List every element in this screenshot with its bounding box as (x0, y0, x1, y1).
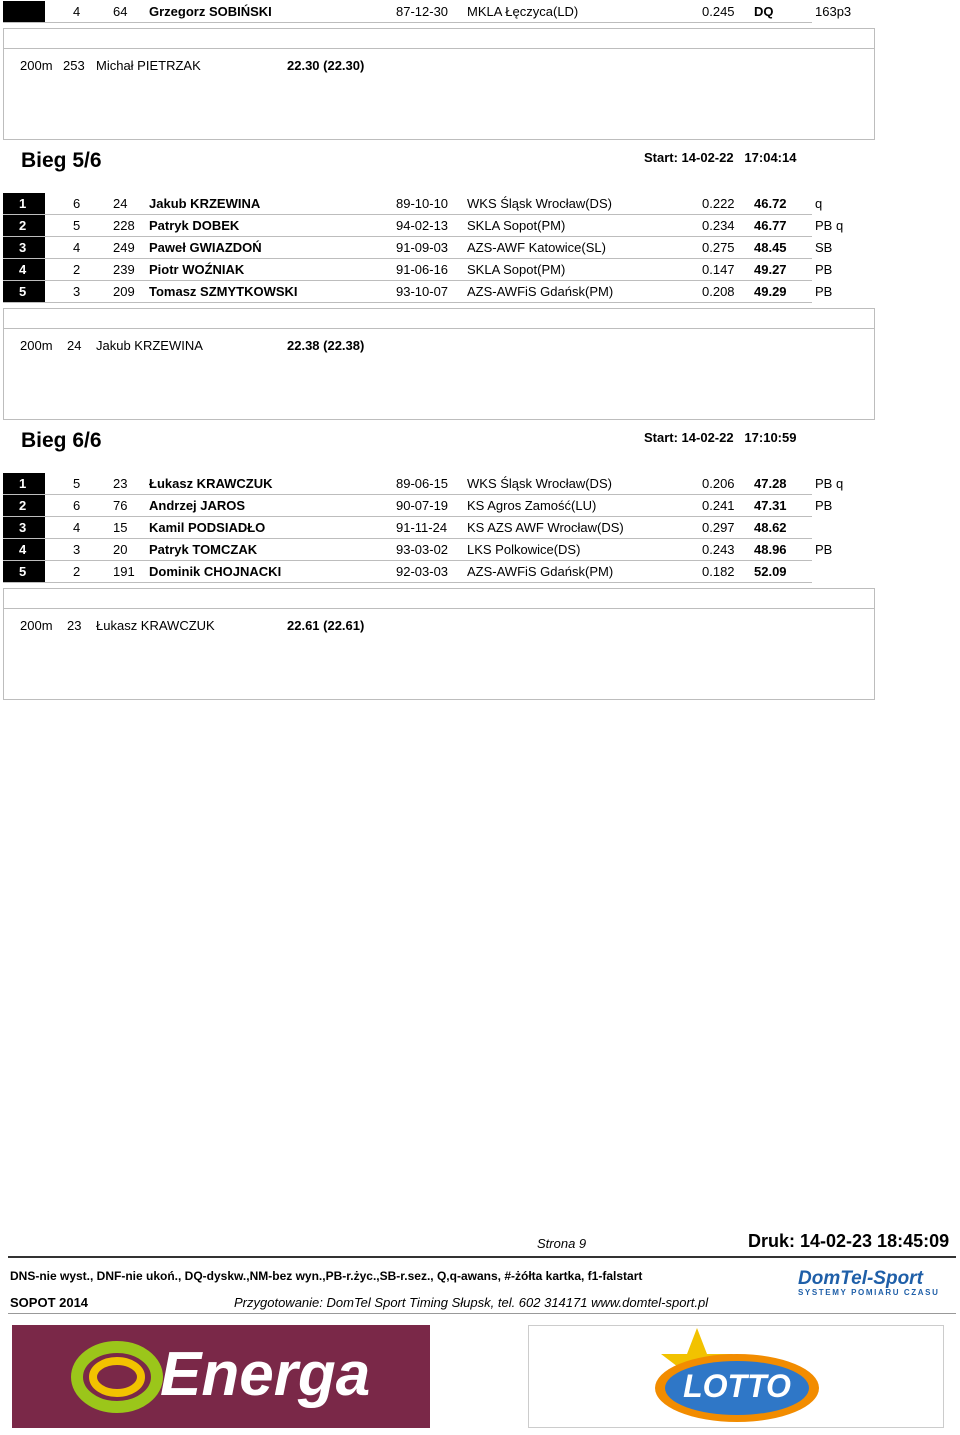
bib: 15 (113, 520, 128, 535)
reaction-time: 0.297 (702, 520, 735, 535)
split-time: 22.61 (22.61) (287, 618, 365, 633)
bib: 228 (113, 218, 135, 233)
place-cell: 1 (3, 473, 45, 494)
athlete-name: Paweł GWIAZDOŃ (149, 240, 262, 255)
bib: 209 (113, 284, 135, 299)
club: AZS-AWFiS Gdańsk(PM) (467, 284, 614, 299)
bib: 20 (113, 542, 128, 557)
place-cell: 5 (3, 561, 45, 582)
athlete-name: Andrzej JAROS (149, 498, 246, 513)
club: AZS-AWFiS Gdańsk(PM) (467, 564, 614, 579)
athlete-name: Patryk TOMCZAK (149, 542, 258, 557)
place-cell (3, 1, 45, 22)
print-timestamp: Druk: 14-02-23 18:45:09 (748, 1231, 950, 1251)
result-time: DQ (754, 4, 774, 19)
reaction-time: 0.275 (702, 240, 735, 255)
split-box (3, 28, 875, 140)
lane: 3 (73, 284, 81, 299)
birth-date: 92-03-03 (396, 564, 449, 579)
domtel-sport: -Sport (866, 1268, 923, 1289)
split-bib: 23 (67, 618, 82, 633)
split-bib: 24 (67, 338, 82, 353)
result-time: 49.29 (754, 284, 787, 299)
bib: 24 (113, 196, 128, 211)
bib: 249 (113, 240, 135, 255)
split-distance: 200m (20, 58, 53, 73)
energa-wordmark: Energa (160, 1340, 371, 1409)
split-bib: 253 (63, 58, 85, 73)
reaction-time: 0.234 (702, 218, 735, 233)
club: AZS-AWF Katowice(SL) (467, 240, 606, 255)
result-row (3, 1, 852, 23)
club: MKLA Łęczyca(LD) (467, 4, 579, 19)
club: WKS Śląsk Wrocław(DS) (467, 196, 612, 211)
athlete-name: Patryk DOBEK (149, 218, 240, 233)
lane: 2 (73, 564, 81, 579)
birth-date: 91-06-16 (396, 262, 449, 277)
reaction-time: 0.241 (702, 498, 735, 513)
result-note: 163p3 (815, 4, 852, 19)
birth-date: 94-02-13 (396, 218, 449, 233)
reaction-time: 0.182 (702, 564, 735, 579)
reaction-time: 0.147 (702, 262, 735, 277)
birth-date: 93-03-02 (396, 542, 449, 557)
birth-date: 90-07-19 (396, 498, 449, 513)
reaction-time: 0.206 (702, 476, 735, 491)
result-note: q (815, 196, 823, 211)
lane: 4 (73, 4, 81, 19)
place-cell: 3 (3, 517, 45, 538)
split-box (3, 588, 875, 700)
result-time: 48.45 (754, 240, 787, 255)
athlete-name: Grzegorz SOBIŃSKI (149, 4, 272, 19)
result-time: 48.62 (754, 520, 787, 535)
heat-title: Bieg 5/6 (21, 149, 102, 172)
split-name: Jakub KRZEWINA (96, 338, 203, 353)
heat-start-time: Start: 14-02-22 17:10:59 (644, 430, 797, 445)
place-cell: 2 (3, 215, 45, 236)
athlete-name: Kamil PODSIADŁO (149, 520, 266, 535)
athlete-name: Dominik CHOJNACKI (149, 564, 282, 579)
lane: 6 (73, 498, 81, 513)
lane: 2 (73, 262, 81, 277)
place-cell: 5 (3, 281, 45, 302)
split-distance: 200m (20, 618, 53, 633)
result-time: 46.72 (754, 196, 787, 211)
result-time: 47.28 (754, 476, 787, 491)
athlete-name: Łukasz KRAWCZUK (149, 476, 273, 491)
lane: 6 (73, 196, 81, 211)
result-note: PB (815, 262, 833, 277)
split-distance: 200m (20, 338, 53, 353)
result-time: 49.27 (754, 262, 787, 277)
energa-logo (12, 1325, 430, 1428)
bib: 64 (113, 4, 128, 19)
place-cell: 4 (3, 539, 45, 560)
split-box (3, 308, 875, 420)
credits-text: Przygotowanie: DomTel Sport Timing Słupsk, tel. 602 314171 www.domtel-sport.pl (234, 1295, 709, 1310)
result-row (3, 539, 833, 561)
birth-date: 89-10-10 (396, 196, 449, 211)
result-note: PB (815, 498, 833, 513)
bib: 23 (113, 476, 128, 491)
result-row (3, 281, 833, 303)
athlete-name: Jakub KRZEWINA (149, 196, 261, 211)
lane: 5 (73, 476, 81, 491)
reaction-time: 0.245 (702, 4, 735, 19)
page-number: Strona 9 (537, 1236, 587, 1251)
result-row (3, 561, 812, 583)
birth-date: 87-12-30 (396, 4, 449, 19)
result-row (3, 517, 812, 539)
club: KS Agros Zamość(LU) (467, 498, 597, 513)
legend-text: DNS-nie wyst., DNF-nie ukoń., DQ-dyskw.,NM-bez wyn.,PB-r.życ.,SB-r.sez., Q,q-awans, #-żółta kartka, f1-falstart (10, 1269, 643, 1283)
reaction-time: 0.243 (702, 542, 735, 557)
reaction-time: 0.222 (702, 196, 735, 211)
reaction-time: 0.208 (702, 284, 735, 299)
result-note: PB (815, 542, 833, 557)
bib: 191 (113, 564, 135, 579)
split-time: 22.38 (22.38) (287, 338, 365, 353)
lotto-wordmark: LOTTO (683, 1368, 791, 1404)
result-time: 46.77 (754, 218, 787, 233)
lotto-logo (528, 1325, 944, 1428)
club: LKS Polkowice(DS) (467, 542, 581, 557)
heat-start-time: Start: 14-02-22 17:04:14 (644, 150, 797, 165)
athlete-name: Piotr WOŹNIAK (149, 262, 245, 277)
birth-date: 91-11-24 (396, 520, 448, 535)
footer-divider (8, 1256, 956, 1258)
bib: 239 (113, 262, 135, 277)
result-note: PB (815, 284, 833, 299)
result-note: SB (815, 240, 833, 255)
lane: 4 (73, 520, 81, 535)
birth-date: 91-09-03 (396, 240, 449, 255)
event-name: SOPOT 2014 (10, 1295, 89, 1310)
domtel-brand: DomTel (798, 1268, 867, 1289)
lane: 4 (73, 240, 81, 255)
split-name: Michał PIETRZAK (96, 58, 201, 73)
result-row (3, 473, 844, 495)
place-cell: 2 (3, 495, 45, 516)
club: SKLA Sopot(PM) (467, 262, 566, 277)
result-time: 48.96 (754, 542, 787, 557)
split-time: 22.30 (22.30) (287, 58, 365, 73)
heat-title: Bieg 6/6 (21, 429, 102, 452)
club: SKLA Sopot(PM) (467, 218, 566, 233)
domtel-tagline: SYSTEMY POMIARU CZASU (798, 1288, 940, 1297)
club: WKS Śląsk Wrocław(DS) (467, 476, 612, 491)
birth-date: 89-06-15 (396, 476, 449, 491)
domtel-logo (798, 1268, 950, 1302)
result-row (3, 215, 844, 237)
result-row (3, 495, 833, 517)
result-row (3, 259, 833, 281)
result-row (3, 237, 833, 259)
birth-date: 93-10-07 (396, 284, 449, 299)
club: KS AZS AWF Wrocław(DS) (467, 520, 624, 535)
lane: 5 (73, 218, 81, 233)
footer-bottom-divider (8, 1313, 956, 1314)
result-note: PB q (815, 218, 844, 233)
lane: 3 (73, 542, 81, 557)
split-name: Łukasz KRAWCZUK (96, 618, 215, 633)
result-time: 52.09 (754, 564, 787, 579)
place-cell: 3 (3, 237, 45, 258)
result-time: 47.31 (754, 498, 787, 513)
result-row (3, 193, 823, 215)
result-note: PB q (815, 476, 844, 491)
bib: 76 (113, 498, 128, 513)
place-cell: 1 (3, 193, 45, 214)
athlete-name: Tomasz SZMYTKOWSKI (149, 284, 298, 299)
place-cell: 4 (3, 259, 45, 280)
